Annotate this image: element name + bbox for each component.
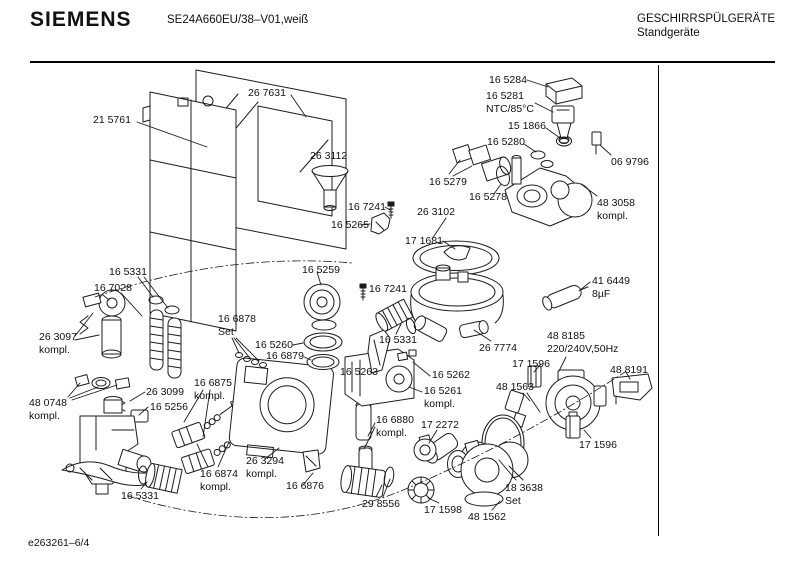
part-label-16-5261	[424, 385, 462, 410]
part-number: 48 8185	[547, 330, 585, 342]
part-label-41-6449	[592, 275, 630, 300]
part-number: 16 5331	[109, 266, 147, 278]
part-number: 48 1562	[468, 511, 506, 523]
part-number: 16 5281	[486, 90, 524, 102]
part-number: 17 1598	[424, 504, 462, 516]
part-number: 16 6876	[286, 480, 324, 492]
part-label-48-1563	[496, 381, 534, 394]
part-number: 16 6879	[266, 350, 304, 362]
part-number: 41 6449	[592, 275, 630, 287]
part-label-sub: kompl.	[39, 343, 70, 356]
document-code: e263261–6/4	[28, 537, 90, 549]
part-number: 16 7028	[94, 282, 132, 294]
part-label-17-1681	[405, 235, 443, 248]
part-label-26-3102	[417, 206, 455, 219]
part-label-16-5331	[109, 266, 147, 279]
part-label-26-3112	[310, 150, 347, 163]
part-number: 16 7241	[348, 201, 386, 213]
part-number: 26 3294	[246, 455, 284, 467]
part-number: 16 5260	[255, 339, 293, 351]
part-number: 18 3638	[505, 482, 543, 494]
part-label-16-5331	[121, 490, 159, 503]
part-number: 16 5261	[424, 385, 462, 397]
part-label-16-5281	[486, 90, 534, 115]
part-label-29-8556	[362, 498, 400, 511]
part-label-26-3097	[39, 331, 77, 356]
part-number: 16 5284	[489, 74, 527, 86]
part-label-16-6875	[194, 377, 232, 402]
part-number: 16 5279	[429, 176, 467, 188]
part-label-sub: kompl.	[597, 209, 628, 222]
part-label-sub: kompl.	[246, 467, 277, 480]
part-number: 26 3112	[310, 150, 348, 162]
brand-logo: SIEMENS	[30, 8, 132, 31]
part-label-sub: Set	[505, 494, 521, 507]
part-number: 16 5265	[331, 219, 369, 231]
part-label-17-2272	[421, 419, 459, 432]
part-number: 16 5259	[302, 264, 340, 276]
part-number: 16 5256	[150, 401, 188, 413]
part-number: 16 6874	[200, 468, 238, 480]
part-label-sub: kompl.	[29, 409, 60, 422]
part-number: 16 5262	[432, 369, 470, 381]
part-number: 29 8556	[362, 498, 400, 510]
part-label-17-1596	[512, 358, 550, 371]
part-number: 48 1563	[496, 381, 534, 393]
part-label-16-5256	[150, 401, 188, 414]
part-number: 06 9796	[611, 156, 649, 168]
part-number: 16 5331	[379, 334, 417, 346]
model-code: SE24A660EU/38–V01,weiß	[167, 14, 309, 26]
part-number: 26 3097	[39, 331, 77, 343]
part-number: 26 3102	[417, 206, 455, 218]
part-number: 17 2272	[421, 419, 459, 431]
part-label-15-1866	[508, 120, 546, 133]
part-label-16-6876	[286, 480, 324, 493]
part-label-16-6879	[266, 350, 304, 363]
part-label-16-5265	[331, 219, 369, 232]
part-number: 16 6880	[376, 414, 414, 426]
part-number: 26 7631	[248, 87, 286, 99]
part-label-16-5280	[487, 136, 525, 149]
part-number: 16 7241	[369, 283, 407, 295]
part-label-16-5263	[340, 366, 378, 379]
category-title: GESCHIRRSPÜLGERÄTE	[637, 13, 776, 25]
part-number: 48 3058	[597, 197, 635, 209]
part-label-sub: kompl.	[424, 397, 455, 410]
part-number: 15 1866	[508, 120, 546, 132]
part-number: 16 5263	[340, 366, 378, 378]
part-number: 16 6878	[218, 313, 256, 325]
part-label-18-3638	[505, 482, 543, 507]
part-number: 17 1596	[512, 358, 550, 370]
part-label-21-5761	[93, 114, 131, 127]
part-number: 16 5280	[487, 136, 525, 148]
part-number: 16 6875	[194, 377, 232, 389]
part-number: 16 5278	[469, 191, 507, 203]
part-label-16-6874	[200, 468, 238, 493]
part-label-48-3058	[597, 197, 635, 222]
part-label-sub: 8µF	[592, 287, 611, 300]
part-label-sub: NTC/85°C	[486, 102, 534, 115]
part-label-16-5259	[302, 264, 340, 277]
part-label-16-6878	[218, 313, 256, 338]
part-label-16-6880	[376, 414, 414, 439]
part-number: 21 5761	[93, 114, 131, 126]
part-label-26-3294	[246, 455, 284, 480]
part-number: 17 1681	[405, 235, 443, 247]
part-number: 26 7774	[479, 342, 517, 354]
part-label-26-3099	[146, 386, 184, 399]
part-label-16-5331	[379, 334, 417, 347]
part-label-sub: Set	[218, 325, 234, 338]
part-label-16-5279	[429, 176, 467, 189]
part-label-16-7241	[369, 283, 407, 296]
part-number: 48 0748	[29, 397, 67, 409]
part-label-48-0748	[29, 397, 67, 422]
part-label-17-1598	[424, 504, 462, 517]
part-number: 26 3099	[146, 386, 184, 398]
part-label-16-7028	[94, 282, 132, 295]
part-label-06-9796	[611, 156, 649, 169]
device-type: Standgeräte	[637, 26, 700, 39]
part-number: 17 1596	[579, 439, 617, 451]
part-label-26-7631	[248, 87, 286, 100]
part-label-48-8185	[547, 330, 618, 355]
part-label-17-1596	[579, 439, 617, 452]
part-label-16-5262	[432, 369, 470, 382]
part-label-48-1562	[468, 511, 506, 524]
part-label-16-5278	[469, 191, 507, 204]
part-number: 48 8191	[610, 364, 648, 376]
part-label-48-8191	[610, 364, 648, 377]
part-label-sub: kompl.	[376, 426, 407, 439]
part-label-16-5284	[489, 74, 527, 87]
part-label-16-7241	[348, 201, 386, 214]
part-number: 16 5331	[121, 490, 159, 502]
part-label-sub: kompl.	[194, 389, 225, 402]
part-label-sub: kompl.	[200, 480, 231, 493]
part-label-26-7774	[479, 342, 517, 355]
part-label-sub: 220/240V,50Hz	[547, 342, 619, 355]
